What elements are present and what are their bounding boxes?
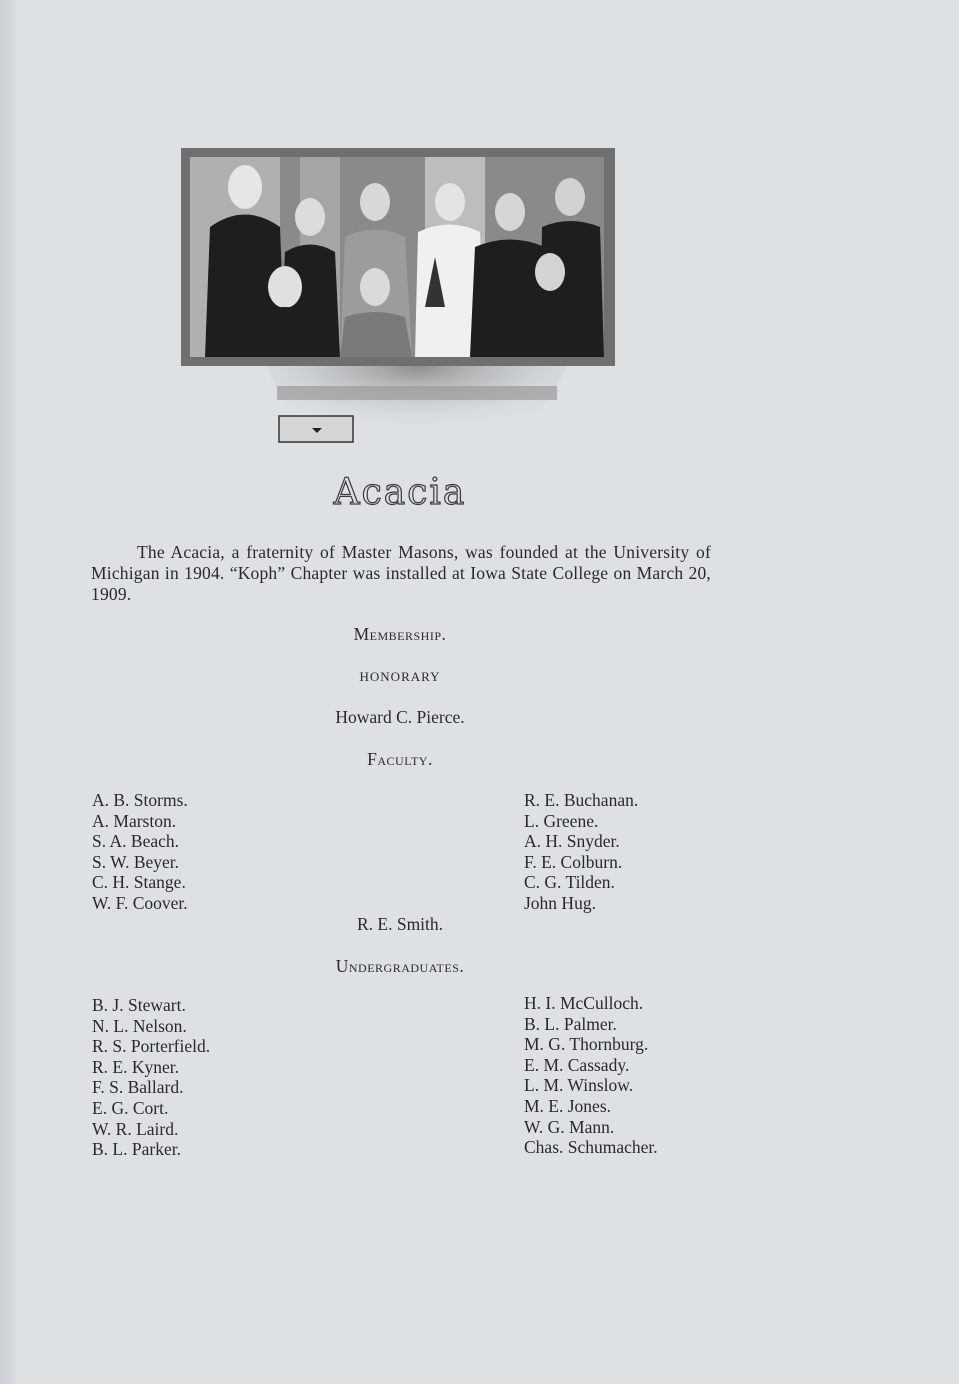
- undergrad-list-right: [524, 993, 658, 1158]
- honorary-heading: HONORARY: [359, 669, 441, 684]
- intro-paragraph: The Acacia, a fraternity of Master Masons, was founded at the University of Michigan in 1904. “Koph” Chapter was installed at Iowa State College on March 20, 1909.: [91, 542, 711, 604]
- faculty-center-member: R. E. Smith.: [356, 914, 444, 934]
- honorary-member: Howard C. Pierce.: [335, 707, 465, 727]
- list-item: L. M. Winslow.: [524, 1075, 634, 1096]
- list-item: W. F. Coover.: [92, 892, 188, 913]
- list-item: L. Greene.: [524, 810, 599, 831]
- list-item: A. H. Snyder.: [524, 831, 620, 852]
- list-item: B. L. Palmer.: [524, 1013, 617, 1034]
- list-item: John Hug.: [524, 892, 596, 913]
- list-item: C. H. Stange.: [92, 872, 186, 893]
- undergraduates-heading: Undergraduates.: [335, 956, 465, 976]
- page-edge: [0, 0, 20, 1384]
- group-photo: [181, 148, 615, 466]
- list-item: N. L. Nelson.: [92, 1015, 187, 1036]
- membership-heading: Membership.: [353, 624, 447, 644]
- list-item: H. I. McCulloch.: [524, 993, 644, 1013]
- list-item: W. R. Laird.: [92, 1118, 179, 1139]
- photo-image: [190, 157, 604, 357]
- photo-frame: [181, 148, 615, 366]
- faculty-list-left: [92, 790, 188, 914]
- list-item: R. S. Porterfield.: [92, 1036, 211, 1057]
- list-item: B. J. Stewart.: [92, 995, 186, 1015]
- faculty-list-right: [524, 790, 638, 914]
- list-item: S. A. Beach.: [92, 831, 180, 852]
- list-item: E. G. Cort.: [92, 1097, 169, 1118]
- list-item: W. G. Mann.: [524, 1116, 615, 1137]
- page-title: Acacia: [333, 472, 467, 513]
- list-item: B. L. Parker.: [92, 1139, 181, 1160]
- list-item: C. G. Tilden.: [524, 872, 615, 893]
- list-item: A. Marston.: [92, 810, 177, 831]
- desk-vignette: [267, 366, 567, 466]
- list-item: A. B. Storms.: [92, 790, 188, 810]
- list-item: R. E. Buchanan.: [524, 790, 639, 810]
- list-item: E. M. Cassady.: [524, 1054, 630, 1075]
- list-item: S. W. Beyer.: [92, 851, 180, 872]
- undergrad-list-left: [92, 995, 210, 1160]
- faculty-heading: Faculty.: [367, 749, 433, 769]
- list-item: F. S. Ballard.: [92, 1077, 184, 1098]
- list-item: F. E. Colburn.: [524, 851, 623, 872]
- list-item: M. E. Jones.: [524, 1095, 612, 1116]
- list-item: Chas. Schumacher.: [524, 1137, 658, 1158]
- list-item: M. G. Thornburg.: [524, 1034, 649, 1055]
- list-item: R. E. Kyner.: [92, 1056, 180, 1077]
